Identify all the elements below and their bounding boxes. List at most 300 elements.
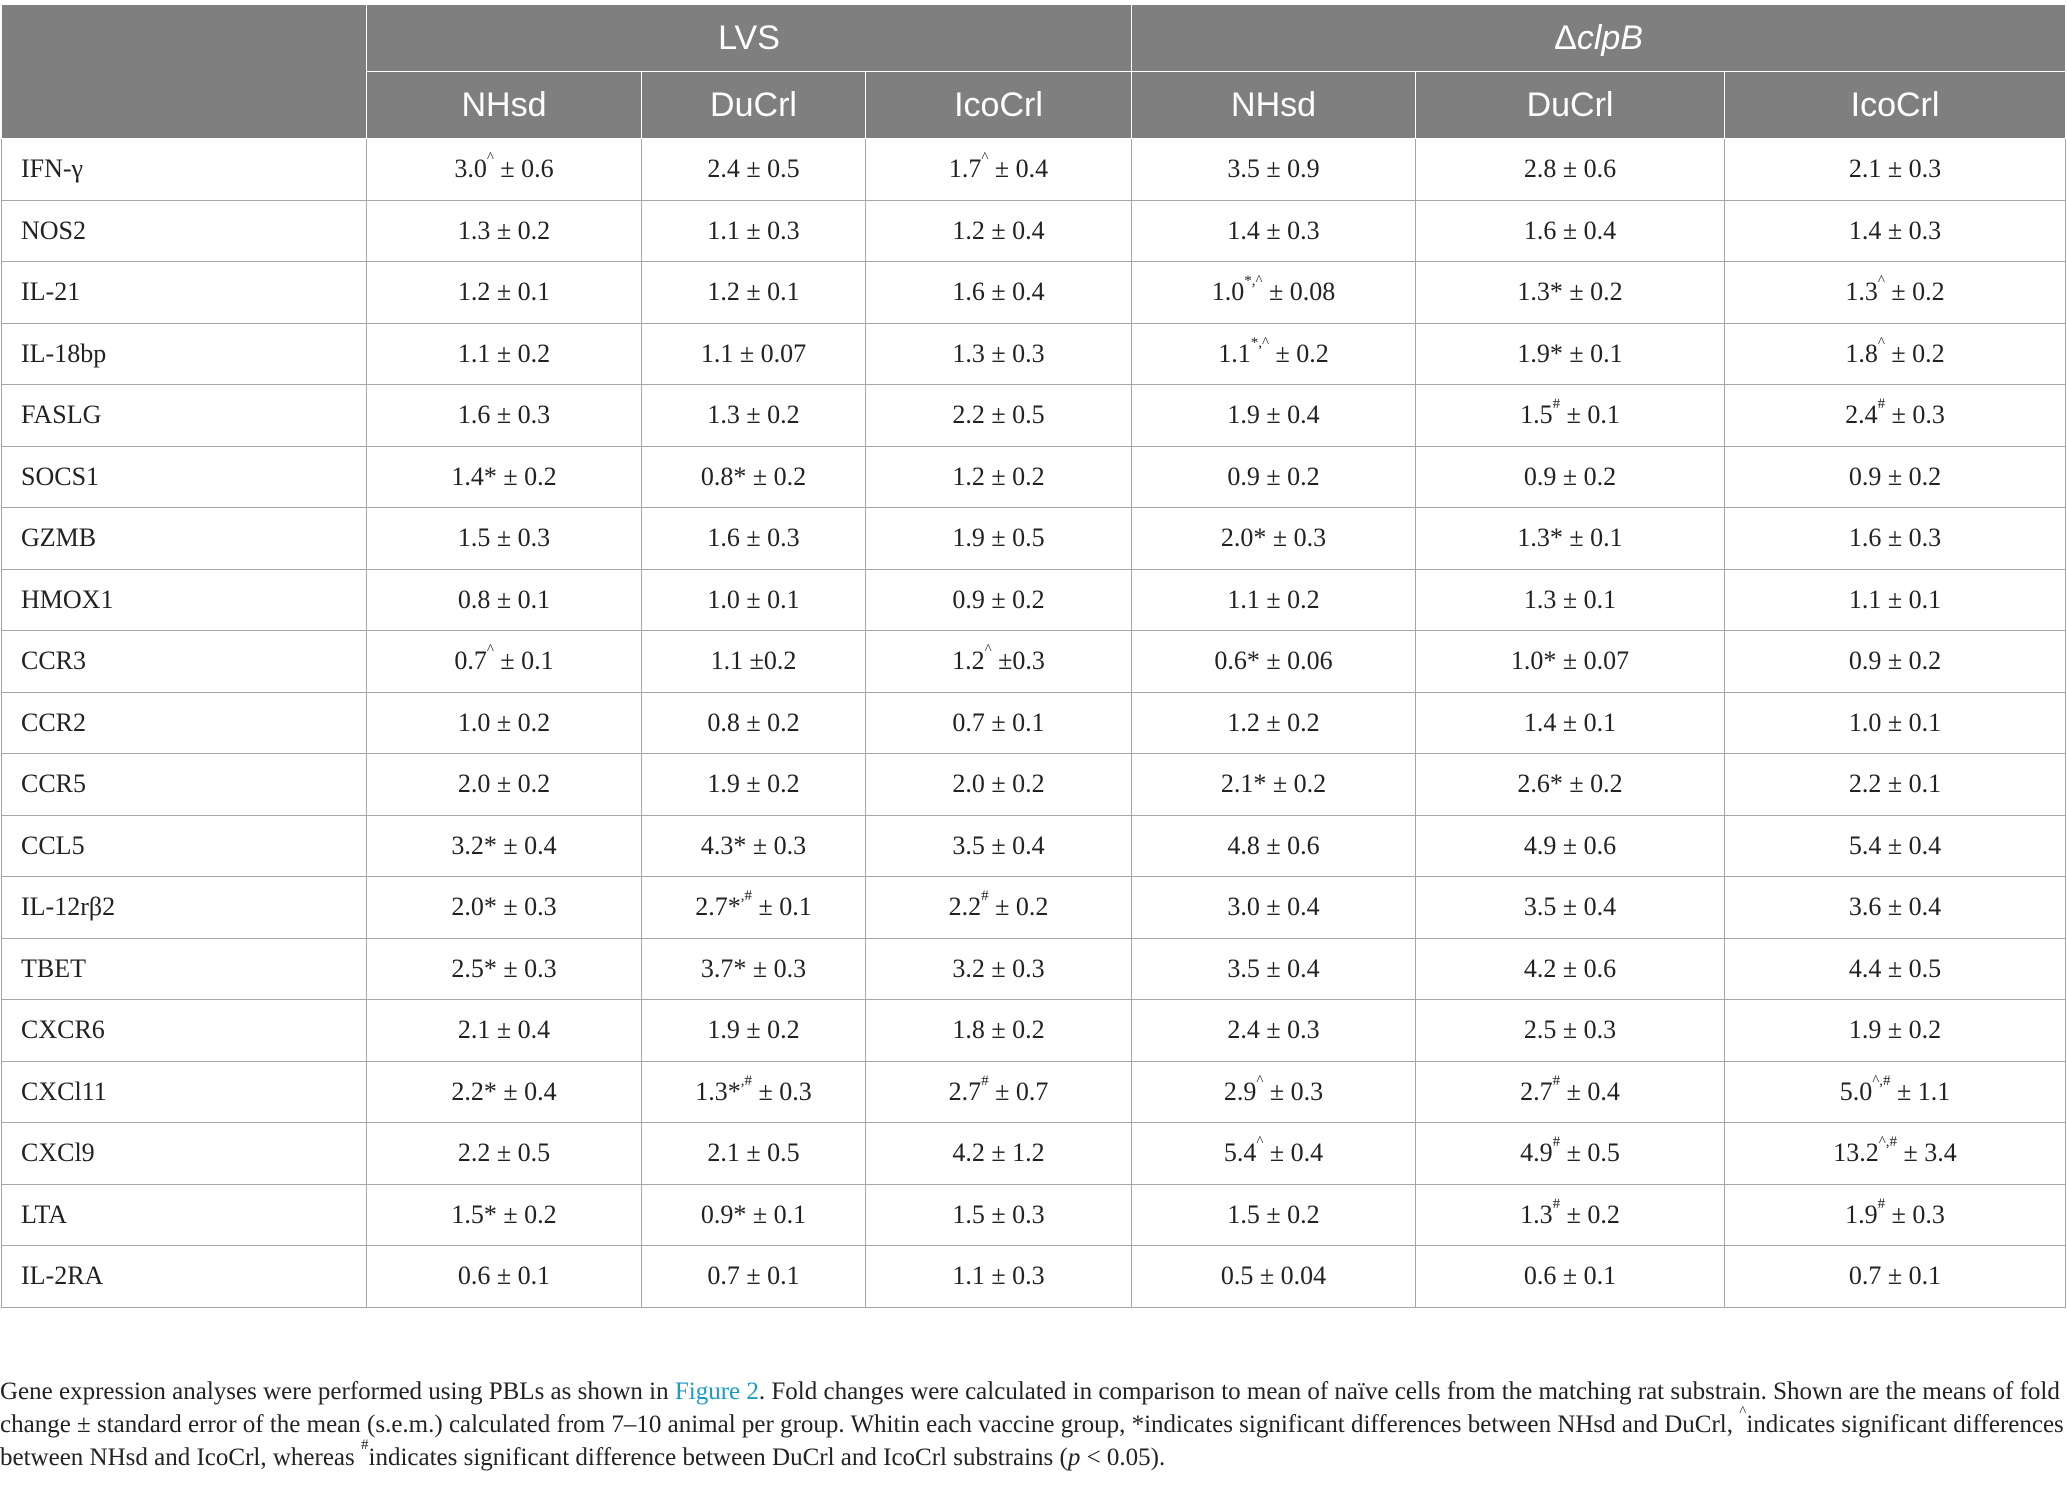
value-cell <box>866 139 1132 201</box>
value-main: 1.3 <box>1520 1199 1553 1229</box>
value-main: 2.1 ± 0.3 <box>1848 154 1942 184</box>
value-main: 2.5* ± 0.3 <box>451 953 557 983</box>
value-main: 1.1 ±0.2 <box>710 646 797 676</box>
value-cell <box>1416 1123 1725 1185</box>
gene-name-cell: CCR3 <box>2 631 367 693</box>
value-main: 1.0 <box>1211 277 1245 307</box>
value-cell <box>1725 262 2066 324</box>
value-cell <box>866 631 1132 693</box>
value-cell <box>367 692 642 754</box>
value-cell <box>866 1000 1132 1062</box>
significance-marker: ^,# <box>1872 1072 1891 1089</box>
value-main: 3.6 ± 0.4 <box>1848 892 1942 922</box>
value-error: ± 0.08 <box>1262 277 1336 307</box>
subcol-header: NHsd <box>367 72 642 139</box>
value-main: 2.5 ± 0.3 <box>1523 1015 1617 1045</box>
value-cell <box>642 508 866 570</box>
value-cell <box>866 1123 1132 1185</box>
gene-name-cell: IL-12rβ2 <box>2 877 367 939</box>
group-header-lvs: LVS <box>367 5 1132 72</box>
value-main: 2.2 ± 0.1 <box>1848 769 1942 799</box>
significance-marker: ,# <box>740 1072 752 1089</box>
value-main: 0.8 ± 0.1 <box>457 584 551 614</box>
value-error: ± 0.2 <box>1560 1199 1620 1229</box>
value-cell <box>1132 323 1416 385</box>
gene-name-cell: CXCR6 <box>2 1000 367 1062</box>
value-main: 1.9 <box>1845 1199 1878 1229</box>
value-main: 1.5 <box>1520 400 1553 430</box>
value-main: 0.8 ± 0.2 <box>707 707 800 737</box>
value-error: ± 0.2 <box>1269 338 1329 368</box>
value-main: 1.9 ± 0.4 <box>1227 400 1320 430</box>
value-cell <box>1725 938 2066 1000</box>
value-cell <box>1416 877 1725 939</box>
value-cell <box>1416 1000 1725 1062</box>
value-cell <box>866 200 1132 262</box>
value-main: 13.2 <box>1833 1138 1879 1168</box>
value-cell <box>1132 446 1416 508</box>
table-body <box>2 139 2066 1308</box>
value-main: 0.9* ± 0.1 <box>700 1199 807 1229</box>
value-main: 1.4* ± 0.2 <box>451 461 557 491</box>
value-cell <box>1416 1184 1725 1246</box>
value-main: 4.2 ± 1.2 <box>952 1138 1045 1168</box>
value-cell <box>866 385 1132 447</box>
value-cell <box>866 262 1132 324</box>
value-error: ± 0.1 <box>751 892 812 922</box>
value-main: 2.7 <box>1520 1076 1553 1106</box>
value-main: 4.9 ± 0.6 <box>1523 830 1617 860</box>
value-error: ± 0.1 <box>493 646 554 676</box>
value-cell <box>1416 1246 1725 1308</box>
table-row <box>2 692 2066 754</box>
value-cell <box>642 1123 866 1185</box>
value-main: 1.6 ± 0.4 <box>1523 215 1617 245</box>
gene-name-cell: IFN-γ <box>2 139 367 201</box>
value-cell <box>367 139 642 201</box>
value-error: ± 0.4 <box>1263 1138 1324 1168</box>
value-main: 0.6 ± 0.1 <box>1523 1261 1617 1291</box>
value-main: 2.4 <box>1845 400 1878 430</box>
value-main: 2.2* ± 0.4 <box>451 1076 557 1106</box>
table-row <box>2 877 2066 939</box>
significance-marker: ^ <box>981 150 989 167</box>
value-main: 1.9 ± 0.2 <box>707 769 800 799</box>
value-main: 1.9 ± 0.5 <box>952 523 1045 553</box>
value-cell <box>367 385 642 447</box>
value-cell <box>1725 1061 2066 1123</box>
gene-name-cell: IL-21 <box>2 262 367 324</box>
value-cell <box>1725 569 2066 631</box>
value-cell <box>1416 569 1725 631</box>
footnote-sup: ^ <box>1739 1404 1747 1420</box>
value-cell <box>866 569 1132 631</box>
value-error: ± 0.2 <box>1884 277 1945 307</box>
footnote-text: . Fold changes were calculated in comparison to mean of naïve cells from the matching rat substrain. Shown are the means of fold change ± standard error of the mean (s.e.m.) calculated from 7–10 animal per group. Whitin each vaccine group, *indicates significant differences between NHsd and DuCrl, <box>0 1378 2060 1438</box>
significance-marker: ^ <box>1877 273 1885 290</box>
gene-name-cell: LTA <box>2 1184 367 1246</box>
value-cell <box>1725 1000 2066 1062</box>
table-container <box>1 4 2065 1308</box>
value-error: ± 0.3 <box>751 1076 812 1106</box>
value-main: 0.7 ± 0.1 <box>707 1261 800 1291</box>
value-main: 3.2 ± 0.3 <box>952 953 1045 983</box>
value-cell <box>1416 631 1725 693</box>
value-cell <box>642 754 866 816</box>
significance-marker: ^ <box>1256 1134 1264 1151</box>
value-main: 5.0 <box>1839 1076 1873 1106</box>
value-cell <box>866 323 1132 385</box>
value-cell <box>367 1123 642 1185</box>
value-main: 1.1 ± 0.3 <box>952 1261 1045 1291</box>
value-error: ± 0.3 <box>1885 1199 1945 1229</box>
value-error: ±0.3 <box>991 646 1045 676</box>
value-main: 3.5 ± 0.9 <box>1227 154 1320 184</box>
gene-name-cell: CXCl9 <box>2 1123 367 1185</box>
significance-marker: ,# <box>740 888 752 905</box>
table-row <box>2 139 2066 201</box>
gene-name-cell: CCR2 <box>2 692 367 754</box>
value-cell <box>1132 1184 1416 1246</box>
value-main: 5.4 ± 0.4 <box>1848 830 1942 860</box>
value-cell <box>642 569 866 631</box>
value-main: 1.9 ± 0.2 <box>707 1015 800 1045</box>
table-row <box>2 815 2066 877</box>
value-cell <box>642 139 866 201</box>
gene-name-cell: NOS2 <box>2 200 367 262</box>
significance-marker: # <box>1552 1195 1561 1212</box>
value-main: 2.4 ± 0.3 <box>1227 1015 1320 1045</box>
value-main: 1.2 ± 0.1 <box>457 277 551 307</box>
value-cell <box>1132 877 1416 939</box>
value-error: ± 0.2 <box>988 892 1049 922</box>
table-row <box>2 508 2066 570</box>
value-main: 5.4 <box>1223 1138 1257 1168</box>
value-cell <box>1132 631 1416 693</box>
value-main: 4.2 ± 0.6 <box>1523 953 1617 983</box>
value-cell <box>1725 631 2066 693</box>
value-cell <box>367 815 642 877</box>
value-main: 1.0 ± 0.2 <box>457 707 551 737</box>
significance-marker: # <box>1552 396 1561 413</box>
value-main: 1.5* ± 0.2 <box>451 1199 557 1229</box>
value-main: 0.8* ± 0.2 <box>700 461 807 491</box>
value-main: 4.3* ± 0.3 <box>700 830 807 860</box>
value-cell <box>367 323 642 385</box>
subcol-header: IcoCrl <box>866 72 1132 139</box>
value-cell <box>642 938 866 1000</box>
value-cell <box>1416 139 1725 201</box>
footnote-text: indicates significant difference between DuCrl and IcoCrl substrains ( <box>368 1444 1068 1471</box>
value-main: 1.2 ± 0.1 <box>707 277 800 307</box>
value-cell <box>1132 385 1416 447</box>
table-row <box>2 262 2066 324</box>
value-main: 1.3 <box>1845 277 1878 307</box>
value-error: ± 0.7 <box>988 1076 1049 1106</box>
value-main: 1.1 ± 0.1 <box>1848 584 1942 614</box>
value-main: 2.8 ± 0.6 <box>1523 154 1617 184</box>
value-cell <box>367 1061 642 1123</box>
table-row <box>2 323 2066 385</box>
value-cell <box>866 1061 1132 1123</box>
value-main: 0.9 ± 0.2 <box>1848 646 1942 676</box>
value-main: 1.5 ± 0.3 <box>457 523 551 553</box>
value-cell <box>367 938 642 1000</box>
value-cell <box>1416 754 1725 816</box>
significance-marker: *,^ <box>1244 273 1263 290</box>
value-cell <box>1725 877 2066 939</box>
value-main: 1.4 ± 0.3 <box>1227 215 1320 245</box>
significance-marker: # <box>1877 396 1886 413</box>
value-main: 3.7* ± 0.3 <box>700 953 807 983</box>
value-error: ± 0.4 <box>988 154 1049 184</box>
value-main: 2.1* ± 0.2 <box>1220 769 1327 799</box>
value-cell <box>642 262 866 324</box>
value-error: ± 0.5 <box>1560 1138 1620 1168</box>
table-row <box>2 569 2066 631</box>
value-cell <box>642 692 866 754</box>
value-main: 1.6 ± 0.4 <box>952 277 1045 307</box>
value-error: ± 1.1 <box>1890 1076 1951 1106</box>
value-main: 0.6 ± 0.1 <box>457 1261 551 1291</box>
value-error: ± 0.1 <box>1560 400 1620 430</box>
value-main: 1.5 ± 0.2 <box>1227 1199 1320 1229</box>
significance-marker: ^ <box>1256 1072 1264 1089</box>
value-main: 1.3 ± 0.2 <box>707 400 800 430</box>
value-cell <box>1416 1061 1725 1123</box>
value-main: 2.1 ± 0.5 <box>707 1138 800 1168</box>
value-cell <box>367 262 642 324</box>
significance-marker: ^ <box>486 150 494 167</box>
significance-marker: ^ <box>984 642 992 659</box>
value-cell <box>1416 508 1725 570</box>
subcol-header: NHsd <box>1132 72 1416 139</box>
value-main: 0.9 ± 0.2 <box>1227 461 1320 491</box>
gene-expression-table <box>1 4 2066 1308</box>
value-main: 1.3 ± 0.2 <box>457 215 551 245</box>
value-main: 0.9 ± 0.2 <box>1523 461 1617 491</box>
value-cell <box>1416 815 1725 877</box>
value-cell <box>1725 815 2066 877</box>
gene-name-cell: CXCl11 <box>2 1061 367 1123</box>
value-cell <box>1725 692 2066 754</box>
value-main: 2.1 ± 0.4 <box>457 1015 551 1045</box>
value-cell <box>367 508 642 570</box>
value-main: 1.3* ± 0.1 <box>1517 523 1623 553</box>
gene-name-cell: CCL5 <box>2 815 367 877</box>
value-cell <box>642 1246 866 1308</box>
value-cell <box>1132 1123 1416 1185</box>
value-cell <box>866 446 1132 508</box>
value-cell <box>1132 938 1416 1000</box>
value-cell <box>1725 1184 2066 1246</box>
value-cell <box>367 877 642 939</box>
value-cell <box>1416 446 1725 508</box>
header-blank-cell <box>2 5 367 139</box>
delta-symbol: Δ <box>1554 18 1577 57</box>
value-main: 2.7 <box>948 1076 982 1106</box>
gene-name-cell: IL-18bp <box>2 323 367 385</box>
value-main: 1.7 <box>948 154 982 184</box>
footnote-text: indicates significant differences between NHsd and IcoCrl, whereas <box>0 1411 2064 1471</box>
value-error: ± 0.4 <box>1560 1076 1620 1106</box>
significance-marker: # <box>1877 1195 1886 1212</box>
value-cell <box>1725 385 2066 447</box>
value-cell <box>642 385 866 447</box>
value-cell <box>1132 815 1416 877</box>
value-main: 1.9 ± 0.2 <box>1848 1015 1942 1045</box>
value-main: 2.2 ± 0.5 <box>457 1138 551 1168</box>
value-error: ± 0.6 <box>493 154 554 184</box>
clpb-label: clpB <box>1576 18 1643 57</box>
value-cell <box>367 1246 642 1308</box>
value-main: 0.9 ± 0.2 <box>1848 461 1942 491</box>
value-cell <box>1416 200 1725 262</box>
value-main: 2.2 ± 0.5 <box>952 400 1045 430</box>
footnote-text: < 0.05). <box>1080 1444 1166 1471</box>
value-main: 1.0* ± 0.07 <box>1510 646 1630 676</box>
value-main: 1.5 ± 0.3 <box>952 1199 1045 1229</box>
value-main: 1.6 ± 0.3 <box>707 523 800 553</box>
value-cell <box>1132 508 1416 570</box>
value-cell <box>642 1184 866 1246</box>
value-cell <box>866 877 1132 939</box>
value-main: 2.6* ± 0.2 <box>1517 769 1623 799</box>
value-main: 0.7 <box>454 646 487 676</box>
value-cell <box>866 815 1132 877</box>
value-main: 1.2 <box>952 646 985 676</box>
significance-marker: # <box>981 1072 989 1089</box>
value-main: 4.9 <box>1520 1138 1553 1168</box>
value-cell <box>1132 692 1416 754</box>
footnote-p-italic: p <box>1067 1444 1081 1471</box>
value-cell <box>1416 385 1725 447</box>
value-cell <box>367 569 642 631</box>
value-main: 1.1 ± 0.2 <box>457 338 551 368</box>
value-main: 4.8 ± 0.6 <box>1227 830 1320 860</box>
value-cell <box>642 200 866 262</box>
value-main: 1.2 ± 0.4 <box>952 215 1045 245</box>
value-main: 1.4 ± 0.3 <box>1848 215 1942 245</box>
table-row <box>2 1184 2066 1246</box>
group-header-delta-clpb <box>1132 5 2066 72</box>
value-main: 2.7* <box>695 892 741 922</box>
significance-marker: ^ <box>486 642 494 659</box>
value-cell <box>1416 938 1725 1000</box>
value-cell <box>1725 139 2066 201</box>
value-main: 3.0 <box>454 154 487 184</box>
value-main: 1.8 ± 0.2 <box>952 1015 1045 1045</box>
value-cell <box>1132 1246 1416 1308</box>
value-cell <box>367 631 642 693</box>
value-main: 0.9 ± 0.2 <box>952 584 1045 614</box>
value-main: 2.0* ± 0.3 <box>451 892 557 922</box>
value-main: 1.3 ± 0.1 <box>1523 584 1617 614</box>
value-main: 1.1 ± 0.3 <box>707 215 800 245</box>
subcol-header: DuCrl <box>1416 72 1725 139</box>
value-main: 0.6* ± 0.06 <box>1214 646 1333 676</box>
value-cell <box>1132 569 1416 631</box>
value-error: ± 0.3 <box>1263 1076 1324 1106</box>
value-cell <box>1416 323 1725 385</box>
value-cell <box>1725 754 2066 816</box>
value-main: 2.4 ± 0.5 <box>707 154 800 184</box>
value-cell <box>642 877 866 939</box>
table-row <box>2 446 2066 508</box>
value-error: ± 0.3 <box>1885 400 1945 430</box>
value-main: 1.2 ± 0.2 <box>1227 707 1320 737</box>
value-cell <box>1725 508 2066 570</box>
value-cell <box>642 1061 866 1123</box>
figure-2-link[interactable]: Figure 2 <box>674 1378 759 1405</box>
gene-name-cell: CCR5 <box>2 754 367 816</box>
subcol-header: IcoCrl <box>1725 72 2066 139</box>
value-main: 2.0 ± 0.2 <box>952 769 1045 799</box>
value-main: 3.5 ± 0.4 <box>1227 953 1320 983</box>
value-main: 3.5 ± 0.4 <box>952 830 1045 860</box>
table-row <box>2 938 2066 1000</box>
value-cell <box>367 1184 642 1246</box>
value-cell <box>1132 200 1416 262</box>
table-row <box>2 1246 2066 1308</box>
value-main: 1.3 ± 0.3 <box>952 338 1045 368</box>
significance-marker: # <box>1552 1072 1561 1089</box>
value-cell <box>1132 139 1416 201</box>
value-main: 3.2* ± 0.4 <box>451 830 557 860</box>
value-main: 1.0 ± 0.1 <box>707 584 800 614</box>
gene-name-cell: IL-2RA <box>2 1246 367 1308</box>
table-row <box>2 1123 2066 1185</box>
value-cell <box>1132 262 1416 324</box>
significance-marker: ^ <box>1877 334 1885 351</box>
value-cell <box>367 446 642 508</box>
significance-marker: ^,# <box>1878 1134 1898 1151</box>
table-row <box>2 631 2066 693</box>
subcol-header: DuCrl <box>642 72 866 139</box>
value-cell <box>866 508 1132 570</box>
value-main: 2.2 <box>948 892 982 922</box>
table-footnote <box>0 1375 2064 1474</box>
value-cell <box>642 323 866 385</box>
value-cell <box>1725 1123 2066 1185</box>
value-main: 2.0* ± 0.3 <box>1220 523 1327 553</box>
value-cell <box>866 692 1132 754</box>
value-error: ± 0.2 <box>1884 338 1945 368</box>
gene-name-cell: TBET <box>2 938 367 1000</box>
value-main: 1.3* ± 0.2 <box>1517 277 1623 307</box>
value-cell <box>1725 1246 2066 1308</box>
value-main: 1.6 ± 0.3 <box>1848 523 1942 553</box>
value-cell <box>1725 200 2066 262</box>
value-main: 3.5 ± 0.4 <box>1523 892 1617 922</box>
value-cell <box>1725 323 2066 385</box>
table-row <box>2 200 2066 262</box>
value-cell <box>866 1246 1132 1308</box>
value-main: 0.5 ± 0.04 <box>1220 1261 1327 1291</box>
value-main: 1.8 <box>1845 338 1878 368</box>
value-cell <box>642 446 866 508</box>
value-cell <box>642 1000 866 1062</box>
table-row <box>2 1000 2066 1062</box>
table-row <box>2 1061 2066 1123</box>
gene-name-cell: FASLG <box>2 385 367 447</box>
value-main: 0.7 ± 0.1 <box>1848 1261 1942 1291</box>
gene-name-cell: GZMB <box>2 508 367 570</box>
value-cell <box>1132 1061 1416 1123</box>
value-cell <box>1725 446 2066 508</box>
value-cell <box>866 754 1132 816</box>
significance-marker: *,^ <box>1250 334 1270 351</box>
